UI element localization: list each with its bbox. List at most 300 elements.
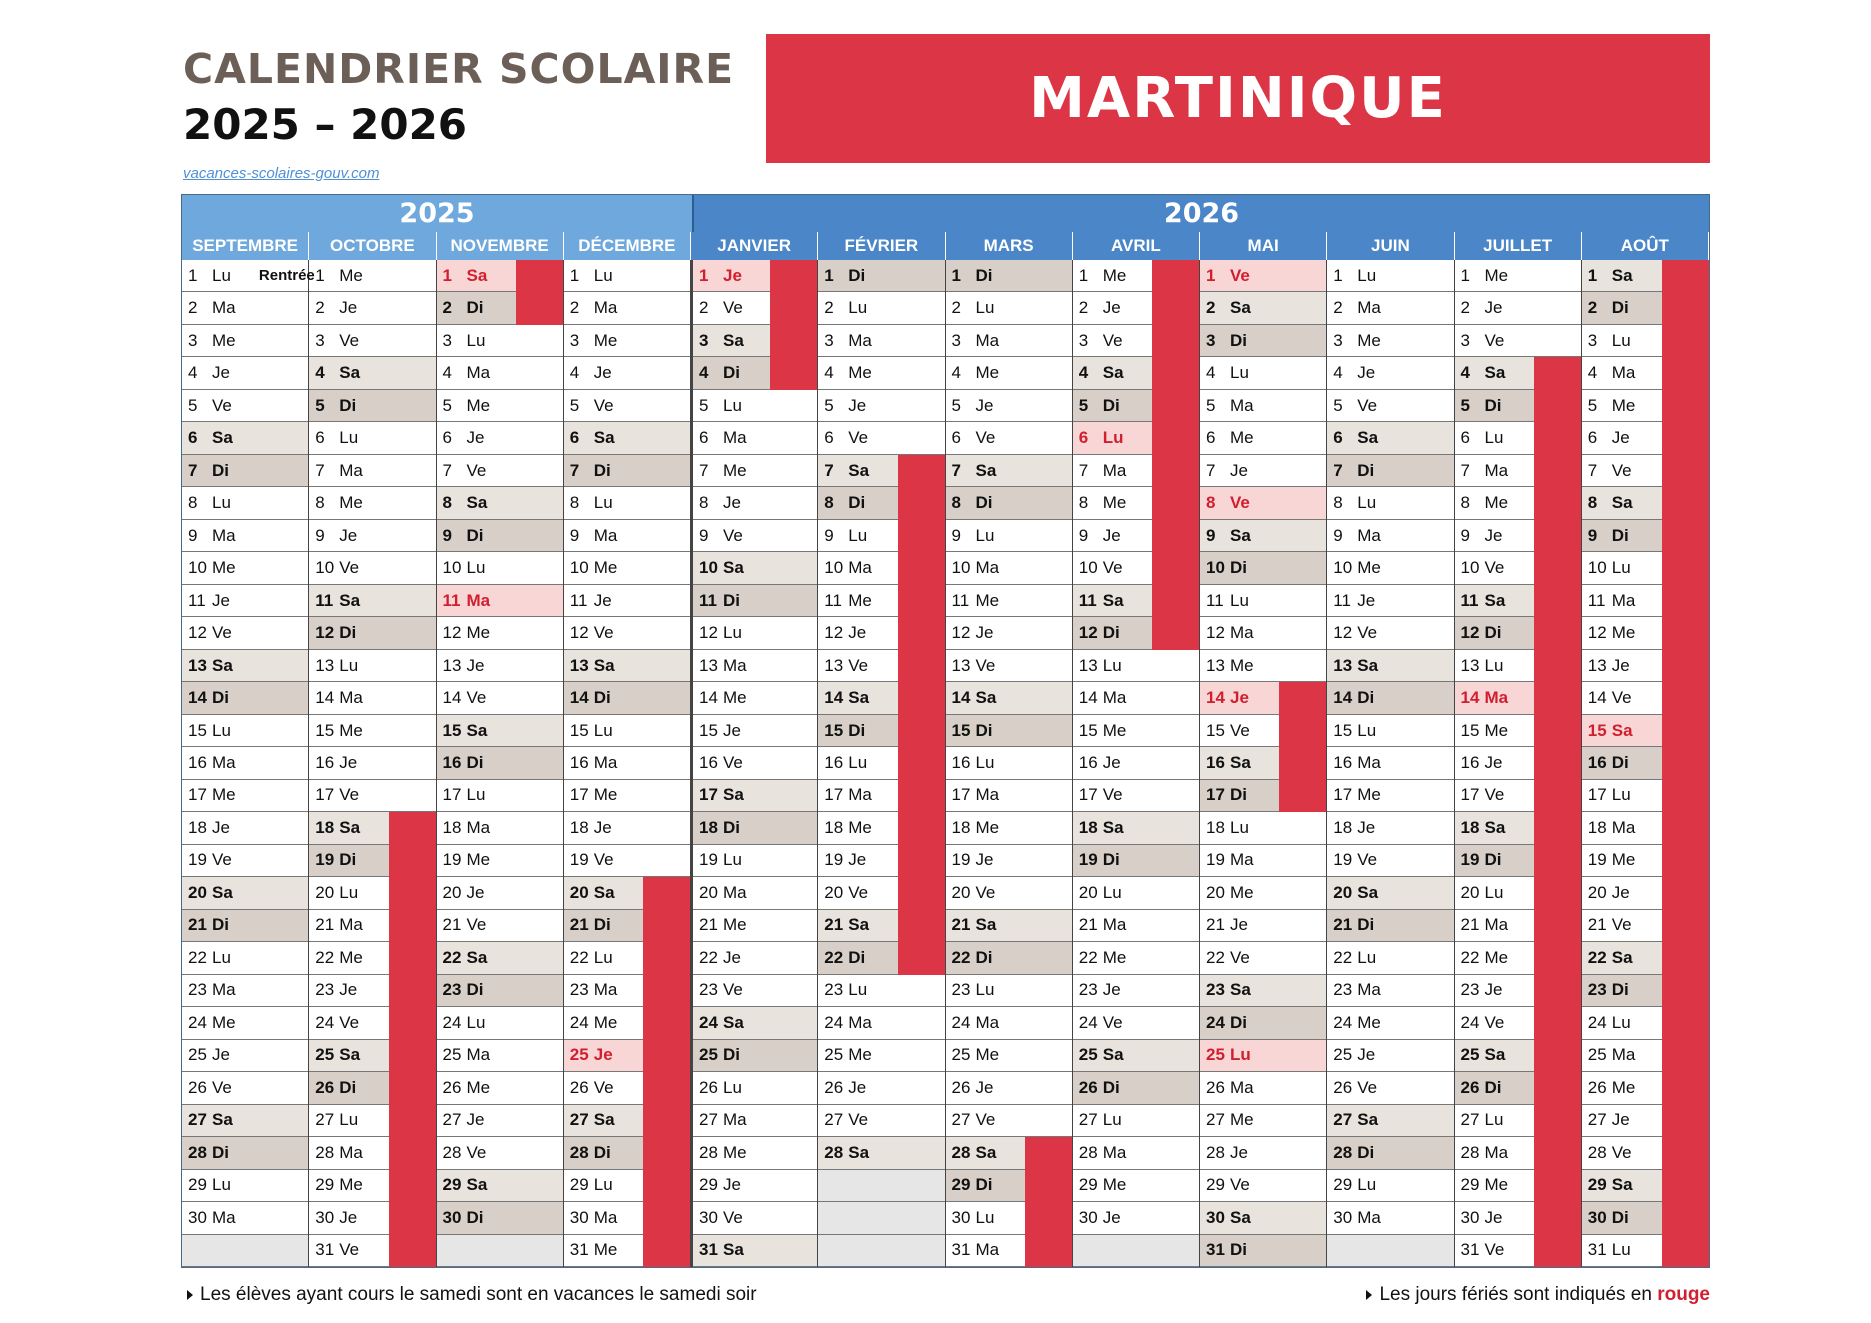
day-cell (182, 682, 308, 714)
day-number: 20 (1460, 882, 1480, 902)
day-cell (182, 357, 308, 389)
day-number: 3 (188, 330, 198, 350)
day-number: 14 (315, 688, 335, 708)
day-number: 19 (951, 850, 971, 870)
day-cell (693, 812, 817, 844)
month-header-10: JUILLET (1455, 232, 1582, 260)
day-cell (946, 260, 1072, 292)
day-number: 5 (188, 395, 198, 415)
day-cell (309, 585, 435, 617)
day-cell (693, 1235, 817, 1267)
day-number: 25 (1587, 1045, 1607, 1065)
day-number: 29 (1460, 1175, 1480, 1195)
weekday-abbr: Ma (466, 817, 491, 837)
day-cell (309, 520, 435, 552)
region-banner: MARTINIQUE (766, 34, 1710, 163)
day-cell (437, 1040, 563, 1072)
day-number: 7 (1333, 460, 1343, 480)
day-number: 14 (1206, 688, 1225, 708)
weekday-abbr: Me (1102, 947, 1127, 967)
weekday-abbr: Ma (975, 558, 1000, 578)
weekday-abbr: Ve (975, 428, 996, 448)
weekday-abbr: Ve (593, 395, 614, 415)
month-column-6 (946, 260, 1073, 1267)
weekday-abbr: Di (1230, 558, 1247, 578)
day-number: 11 (442, 590, 461, 610)
year-header-2026: 2026 (692, 195, 1709, 232)
day-number: 21 (824, 915, 844, 935)
day-number: 15 (315, 720, 335, 740)
weekday-abbr: Ve (1230, 947, 1250, 967)
day-cell (437, 942, 563, 974)
day-number: 28 (188, 1142, 207, 1162)
weekday-abbr: Je (1611, 882, 1630, 902)
day-number: 25 (315, 1045, 335, 1065)
day-number: 12 (315, 623, 335, 643)
day-number: 14 (951, 688, 971, 708)
weekday-abbr: Me (466, 1077, 491, 1097)
weekday-abbr: Ma (723, 428, 747, 448)
day-number: 4 (824, 363, 834, 383)
day-number: 27 (569, 1110, 589, 1130)
day-number: 15 (1078, 720, 1098, 740)
day-number: 3 (442, 330, 452, 350)
day-cell (1327, 617, 1453, 649)
day-number: 1 (442, 265, 452, 285)
day-number: 29 (1333, 1175, 1353, 1195)
day-number: 25 (1333, 1045, 1353, 1065)
day-number: 20 (1333, 882, 1353, 902)
day-number: 26 (442, 1077, 462, 1097)
weekday-abbr: Lu (1611, 330, 1631, 350)
day-cell (309, 292, 435, 324)
weekday-abbr: Di (212, 688, 229, 708)
vacation-bar (1534, 357, 1581, 1267)
day-cell (437, 487, 563, 519)
weekday-abbr: Lu (1102, 1110, 1122, 1130)
weekday-abbr: Lu (212, 265, 231, 285)
day-cell (437, 812, 563, 844)
weekday-abbr: Ve (1102, 1012, 1123, 1032)
day-cell (818, 260, 944, 292)
day-number: 26 (1460, 1077, 1480, 1097)
day-cell (182, 1072, 308, 1104)
day-number: 16 (1460, 752, 1480, 772)
day-cell (437, 715, 563, 747)
triangle-bullet-icon (187, 1290, 193, 1300)
day-number: 13 (824, 655, 844, 675)
weekday-abbr: Je (1484, 525, 1503, 545)
day-cell (1073, 910, 1199, 942)
day-number: 19 (569, 850, 589, 870)
weekday-abbr: Je (212, 590, 230, 610)
day-number: 25 (1460, 1045, 1480, 1065)
day-number: 10 (1078, 558, 1098, 578)
day-number: 6 (188, 428, 198, 448)
day-cell (309, 715, 435, 747)
day-number: 10 (1333, 558, 1353, 578)
weekday-abbr: Di (848, 720, 866, 740)
weekday-abbr: Ve (723, 752, 743, 772)
day-number: 13 (699, 655, 718, 675)
weekday-abbr: Lu (339, 1110, 359, 1130)
day-number: 23 (315, 980, 335, 1000)
weekday-abbr: Ma (466, 590, 491, 610)
day-number: 11 (1206, 590, 1224, 610)
day-number: 19 (1333, 850, 1353, 870)
day-cell (309, 455, 435, 487)
day-cell (693, 747, 817, 779)
weekday-abbr: Ve (1484, 330, 1505, 350)
weekday-abbr: Ve (1357, 1077, 1378, 1097)
weekday-abbr: Ve (1484, 785, 1505, 805)
day-number: 22 (1078, 947, 1098, 967)
weekday-abbr: Me (593, 1240, 618, 1260)
weekday-abbr: Je (1611, 655, 1630, 675)
weekday-abbr: Sa (593, 655, 615, 675)
weekday-abbr: Ma (1484, 915, 1509, 935)
vacation-bar (1025, 1137, 1072, 1267)
day-number: 29 (1587, 1175, 1607, 1195)
footer-note-saturday (187, 1284, 757, 1306)
day-number: 16 (699, 752, 718, 772)
vacation-bar (898, 455, 945, 975)
day-cell (1327, 845, 1453, 877)
weekday-abbr: Ve (1484, 1240, 1505, 1260)
day-cell (693, 1202, 817, 1234)
calendar-grid (181, 194, 1710, 1268)
weekday-abbr: Sa (1102, 1045, 1124, 1065)
weekday-abbr: Sa (1611, 720, 1633, 740)
day-cell (1327, 455, 1453, 487)
day-number: 27 (1078, 1110, 1098, 1130)
weekday-abbr: Me (593, 785, 618, 805)
day-cell (1327, 942, 1453, 974)
day-number: 19 (315, 850, 335, 870)
weekday-abbr: Sa (339, 1045, 361, 1065)
day-cell (693, 845, 817, 877)
weekday-abbr: Di (975, 493, 993, 513)
weekday-abbr: Sa (212, 882, 233, 902)
weekday-abbr: Ma (593, 298, 618, 318)
day-number: 8 (1460, 493, 1470, 513)
day-cell (564, 780, 690, 812)
day-cell (182, 715, 308, 747)
weekday-abbr: Ma (723, 882, 747, 902)
weekday-abbr: Lu (212, 947, 231, 967)
weekday-abbr: Sa (1611, 947, 1633, 967)
weekday-abbr: Me (975, 590, 1000, 610)
day-cell (946, 1007, 1072, 1039)
day-number: 18 (1078, 817, 1098, 837)
day-number: 20 (951, 882, 971, 902)
weekday-abbr: Je (339, 980, 358, 1000)
weekday-abbr: Ma (1357, 980, 1381, 1000)
weekday-abbr: Ve (1357, 395, 1378, 415)
day-number: 21 (951, 915, 971, 935)
day-cell (946, 390, 1072, 422)
weekday-abbr: Ve (212, 623, 232, 643)
weekday-abbr: Sa (466, 1175, 488, 1195)
day-cell (946, 877, 1072, 909)
day-number: 24 (951, 1012, 971, 1032)
day-cell (1327, 780, 1453, 812)
weekday-abbr: Ve (1357, 623, 1378, 643)
day-number: 7 (569, 460, 580, 480)
weekday-abbr: Je (212, 817, 230, 837)
day-number: 20 (824, 882, 844, 902)
weekday-abbr: Je (1357, 590, 1376, 610)
day-cell (437, 650, 563, 682)
weekday-abbr: Ve (723, 525, 743, 545)
day-number: 14 (1333, 688, 1353, 708)
day-number: 23 (951, 980, 971, 1000)
weekday-abbr: Lu (1357, 265, 1377, 285)
day-number: 9 (188, 525, 198, 545)
weekday-abbr: Lu (1230, 817, 1249, 837)
day-number: 11 (951, 590, 970, 610)
day-cell (946, 487, 1072, 519)
weekday-abbr: Me (466, 395, 491, 415)
day-number: 15 (442, 720, 462, 740)
day-number: 4 (442, 363, 452, 383)
day-number: 2 (569, 298, 580, 318)
day-number: 6 (1460, 428, 1470, 448)
day-number: 17 (315, 785, 335, 805)
day-number: 28 (1587, 1142, 1607, 1162)
day-cell (693, 585, 817, 617)
weekday-abbr: Di (1230, 330, 1247, 350)
weekday-abbr: Ma (1611, 817, 1636, 837)
footer-right-text: Les jours fériés sont indiqués en (1379, 1284, 1658, 1305)
day-cell (437, 585, 563, 617)
day-number: 20 (699, 882, 718, 902)
day-cell (1200, 1105, 1326, 1137)
weekday-abbr: Je (848, 850, 867, 870)
weekday-abbr: Me (723, 460, 747, 480)
day-cell (946, 585, 1072, 617)
day-number: 18 (699, 817, 718, 837)
day-cell (818, 1105, 944, 1137)
day-number: 18 (569, 817, 589, 837)
day-number: 12 (1587, 623, 1607, 643)
day-number: 2 (442, 298, 452, 318)
day-number: 9 (1587, 525, 1598, 545)
weekday-abbr: Lu (466, 1012, 486, 1032)
weekday-abbr: Me (1357, 785, 1381, 805)
day-cell (1327, 877, 1453, 909)
day-cell (437, 325, 563, 357)
day-cell (818, 1007, 944, 1039)
day-number: 29 (315, 1175, 335, 1195)
day-cell (437, 1007, 563, 1039)
day-cell (1200, 910, 1326, 942)
day-cell (1455, 325, 1581, 357)
weekday-abbr: Je (1230, 688, 1249, 708)
day-cell (564, 682, 690, 714)
weekday-abbr: Di (723, 817, 740, 837)
day-cell (818, 357, 944, 389)
day-note: Rentrée (258, 267, 315, 285)
weekday-abbr: Di (466, 298, 484, 318)
weekday-abbr: Lu (1357, 720, 1377, 740)
day-cell (946, 780, 1072, 812)
day-number: 25 (1206, 1045, 1225, 1065)
day-cell (1327, 715, 1453, 747)
day-number: 18 (442, 817, 462, 837)
weekday-abbr: Ma (466, 1045, 491, 1065)
weekday-abbr: Ma (593, 525, 618, 545)
weekday-abbr: Ma (1611, 590, 1636, 610)
month-header-6: MARS (946, 232, 1073, 260)
weekday-abbr: Me (1484, 1175, 1509, 1195)
day-cell (693, 1072, 817, 1104)
weekday-abbr: Lu (1611, 1240, 1631, 1260)
weekday-abbr: Ma (212, 298, 236, 318)
empty-day-cell (818, 1235, 944, 1267)
weekday-abbr: Sa (1357, 655, 1379, 675)
weekday-abbr: Je (339, 752, 358, 772)
day-cell (1073, 682, 1199, 714)
weekday-abbr: Sa (975, 1142, 997, 1162)
weekday-abbr: Di (593, 688, 611, 708)
day-number: 29 (1206, 1175, 1225, 1195)
day-number: 13 (315, 655, 335, 675)
day-number: 7 (1206, 460, 1216, 480)
weekday-abbr: Lu (723, 1077, 742, 1097)
weekday-abbr: Lu (848, 980, 868, 1000)
day-cell (1327, 585, 1453, 617)
day-number: 5 (442, 395, 452, 415)
day-number: 31 (569, 1240, 589, 1260)
day-number: 22 (188, 947, 207, 967)
weekday-abbr: Me (723, 915, 747, 935)
day-number: 30 (1206, 1207, 1225, 1227)
day-number: 25 (824, 1045, 844, 1065)
weekday-abbr: Ve (339, 1240, 360, 1260)
day-number: 4 (1078, 363, 1089, 383)
day-number: 18 (1333, 817, 1353, 837)
empty-day-cell (1327, 1235, 1453, 1267)
weekday-abbr: Lu (975, 525, 995, 545)
weekday-abbr: Me (1230, 428, 1254, 448)
source-link[interactable]: vacances-scolaires-gouv.com (183, 165, 380, 182)
footer-red-word: rouge (1657, 1284, 1710, 1305)
weekday-abbr: Me (723, 1142, 747, 1162)
weekday-abbr: Lu (848, 525, 868, 545)
day-number: 22 (699, 947, 718, 967)
day-number: 11 (1078, 590, 1097, 610)
day-number: 14 (1078, 688, 1098, 708)
day-cell (693, 1137, 817, 1169)
day-number: 22 (1333, 947, 1353, 967)
weekday-abbr: Sa (1611, 265, 1633, 285)
day-cell (946, 650, 1072, 682)
day-number: 7 (442, 460, 452, 480)
day-number: 10 (1206, 558, 1225, 578)
weekday-abbr: Je (212, 363, 230, 383)
day-number: 4 (699, 363, 709, 383)
weekday-abbr: Ve (466, 460, 487, 480)
day-cell (182, 975, 308, 1007)
weekday-abbr: Sa (466, 947, 488, 967)
day-cell (182, 552, 308, 584)
day-number: 28 (1206, 1142, 1225, 1162)
day-cell (1327, 1040, 1453, 1072)
day-number: 1 (315, 265, 325, 285)
weekday-abbr: Di (339, 395, 357, 415)
weekday-abbr: Ma (1357, 525, 1381, 545)
day-number: 28 (1460, 1142, 1480, 1162)
weekday-abbr: Je (1102, 980, 1121, 1000)
weekday-abbr: Sa (1230, 525, 1251, 545)
weekday-abbr: Ma (848, 330, 872, 350)
weekday-abbr: Lu (593, 265, 613, 285)
weekday-abbr: Je (848, 623, 867, 643)
day-number: 18 (824, 817, 844, 837)
day-number: 16 (1078, 752, 1098, 772)
day-number: 28 (315, 1142, 335, 1162)
month-columns (182, 260, 1709, 1267)
day-cell (1327, 260, 1453, 292)
day-number: 30 (569, 1207, 589, 1227)
day-cell (182, 1007, 308, 1039)
day-cell (564, 747, 690, 779)
weekday-abbr: Lu (1102, 882, 1122, 902)
weekday-abbr: Je (723, 493, 741, 513)
day-number: 4 (569, 363, 580, 383)
weekday-abbr: Ve (1102, 330, 1123, 350)
day-cell (182, 650, 308, 682)
day-cell (818, 292, 944, 324)
day-number: 10 (699, 558, 718, 578)
day-number: 16 (1587, 752, 1607, 772)
month-header-5: FÉVRIER (818, 232, 945, 260)
day-number: 25 (569, 1045, 589, 1065)
day-cell (1073, 877, 1199, 909)
day-cell (437, 455, 563, 487)
weekday-abbr: Lu (1484, 882, 1504, 902)
day-number: 29 (951, 1175, 971, 1195)
day-cell (693, 1007, 817, 1039)
day-number: 26 (699, 1077, 718, 1097)
day-number: 19 (188, 850, 207, 870)
day-number: 6 (699, 428, 709, 448)
weekday-abbr: Me (212, 558, 236, 578)
day-number: 30 (1587, 1207, 1607, 1227)
day-cell (437, 910, 563, 942)
weekday-abbr: Je (723, 947, 741, 967)
day-number: 27 (315, 1110, 335, 1130)
day-cell (693, 780, 817, 812)
vacation-bar (389, 812, 436, 1267)
day-number: 24 (1587, 1012, 1607, 1032)
weekday-abbr: Lu (593, 1175, 613, 1195)
day-cell (818, 422, 944, 454)
weekday-abbr: Je (466, 655, 485, 675)
day-cell (564, 390, 690, 422)
weekday-abbr: Ve (466, 688, 487, 708)
weekday-abbr: Sa (848, 1142, 870, 1162)
day-number: 26 (1206, 1077, 1225, 1097)
weekday-abbr: Ma (1611, 363, 1636, 383)
month-column-8 (1200, 260, 1327, 1267)
day-number: 16 (442, 752, 462, 772)
day-cell (1327, 325, 1453, 357)
weekday-abbr: Lu (466, 785, 486, 805)
month-headers (182, 232, 1709, 260)
day-cell (437, 617, 563, 649)
